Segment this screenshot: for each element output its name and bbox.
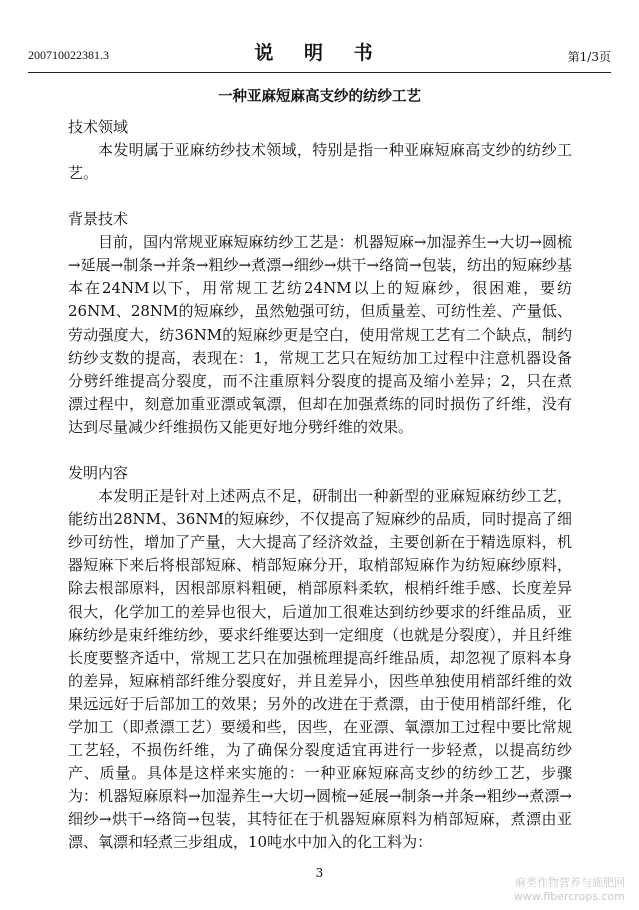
page-header — [28, 38, 611, 73]
section-heading: 技术领域 — [68, 118, 129, 136]
paragraph: 本发明属于亚麻纺纱技术领域，特别是指一种亚麻短麻高支纱的纺纱工艺。 — [68, 141, 572, 183]
page-number: 3 — [315, 866, 324, 880]
watermark-text: 麻类作物营养与施肥网 — [515, 876, 625, 889]
paragraph: 目前，国内常规亚麻短麻纺纱工艺是：机器短麻→加湿养生→大切→圆梳→延展→制条→并条→粗纱→煮漂→细纱→烘干→络筒→包装，纺出的短麻纱基本在24NM以下，用常规工艺纺24NM以上的短麻纱，很困难，要纺26NM、28NM的短麻纱，虽然勉强可纺，但质量差、可纺性差、产量低、劳动强度大，纺36NM的短麻纱更是空白，使用常规工艺有二个缺点，制约纺纱支数的提高，表现在：1，常规工艺只在短纺加工过程中注意机器设备分劈纤维提高分裂度，而不注重原料分裂度的提高及缩小差异；2，只在煮漂过程中，刻意加重亚漂或氧漂，但却在加强煮练的同时损伤了纤维，没有达到尽量减少纤维损伤又能更好地分劈纤维的效果。 — [68, 233, 572, 436]
section-heading: 背景技术 — [68, 210, 129, 229]
section-background — [68, 208, 572, 439]
section-invention-content — [68, 462, 572, 855]
document-title: 一种亚麻短麻高支纱的纺纱工艺 — [218, 88, 421, 105]
page-info: 第1/3页 — [567, 50, 611, 64]
section-technical-field — [68, 116, 572, 185]
paragraph: 本发明正是针对上述两点不足，研制出一种新型的亚麻短麻纺纱工艺，能纺出28NM、36NM的短麻纱，不仅提高了短麻纱的品质，同时提高了细纱可纺性，增加了产量，大大提高了经济效益，主要创新在于精选原料，机器短麻下来后将根部短麻、梢部短麻分开，取梢部短麻作为纺短麻纱原料，除去根部原料，因根部原料粗硬，梢部原料柔软，根梢纤维手感、长度差异很大，化学加工的差异也很大，后道加工很难达到纺纱要求的纤维品质，亚麻纺纱是束纤维纺纱，要求纤维要达到一定细度（也就是分裂度），并且纤维长度要整齐适中，常规工艺只在加强梳理提高纤维品质，却忽视了原料本身的差异，短麻梢部纤维分裂度好，并且差异小，因些单独使用梢部纤维的效果远远好于后部加工的效果；另外的改进在于煮漂，由于使用梢部纤维，化学加工（即煮漂工艺）要缓和些，因些，在亚漂、氧漂加工过程中要比常规工艺轻，不损伤纤维，为了确保分裂度适宜再进行一步轻煮，以提高纺纱产、质量。具体是这样来实施的：一种亚麻短麻高支纱的纺纱工艺，步骤为：机器短麻原料→加湿养生→大切→圆梳→延展→制条→并条→粗纱→煮漂→细纱→烘干→络筒→包装，其特征在于机器短麻原料为梢部短麻，煮漂由亚漂、氧漂和轻煮三步组成，10吨水中加入的化工料为： — [68, 487, 572, 852]
document-type: 说 明 书 — [254, 42, 385, 64]
document-body — [68, 116, 572, 855]
watermark-url: www.fibercrops.com — [513, 890, 625, 903]
watermark — [514, 876, 625, 904]
patent-number: 200710022381.3 — [28, 48, 109, 62]
section-heading: 发明内容 — [68, 464, 129, 483]
